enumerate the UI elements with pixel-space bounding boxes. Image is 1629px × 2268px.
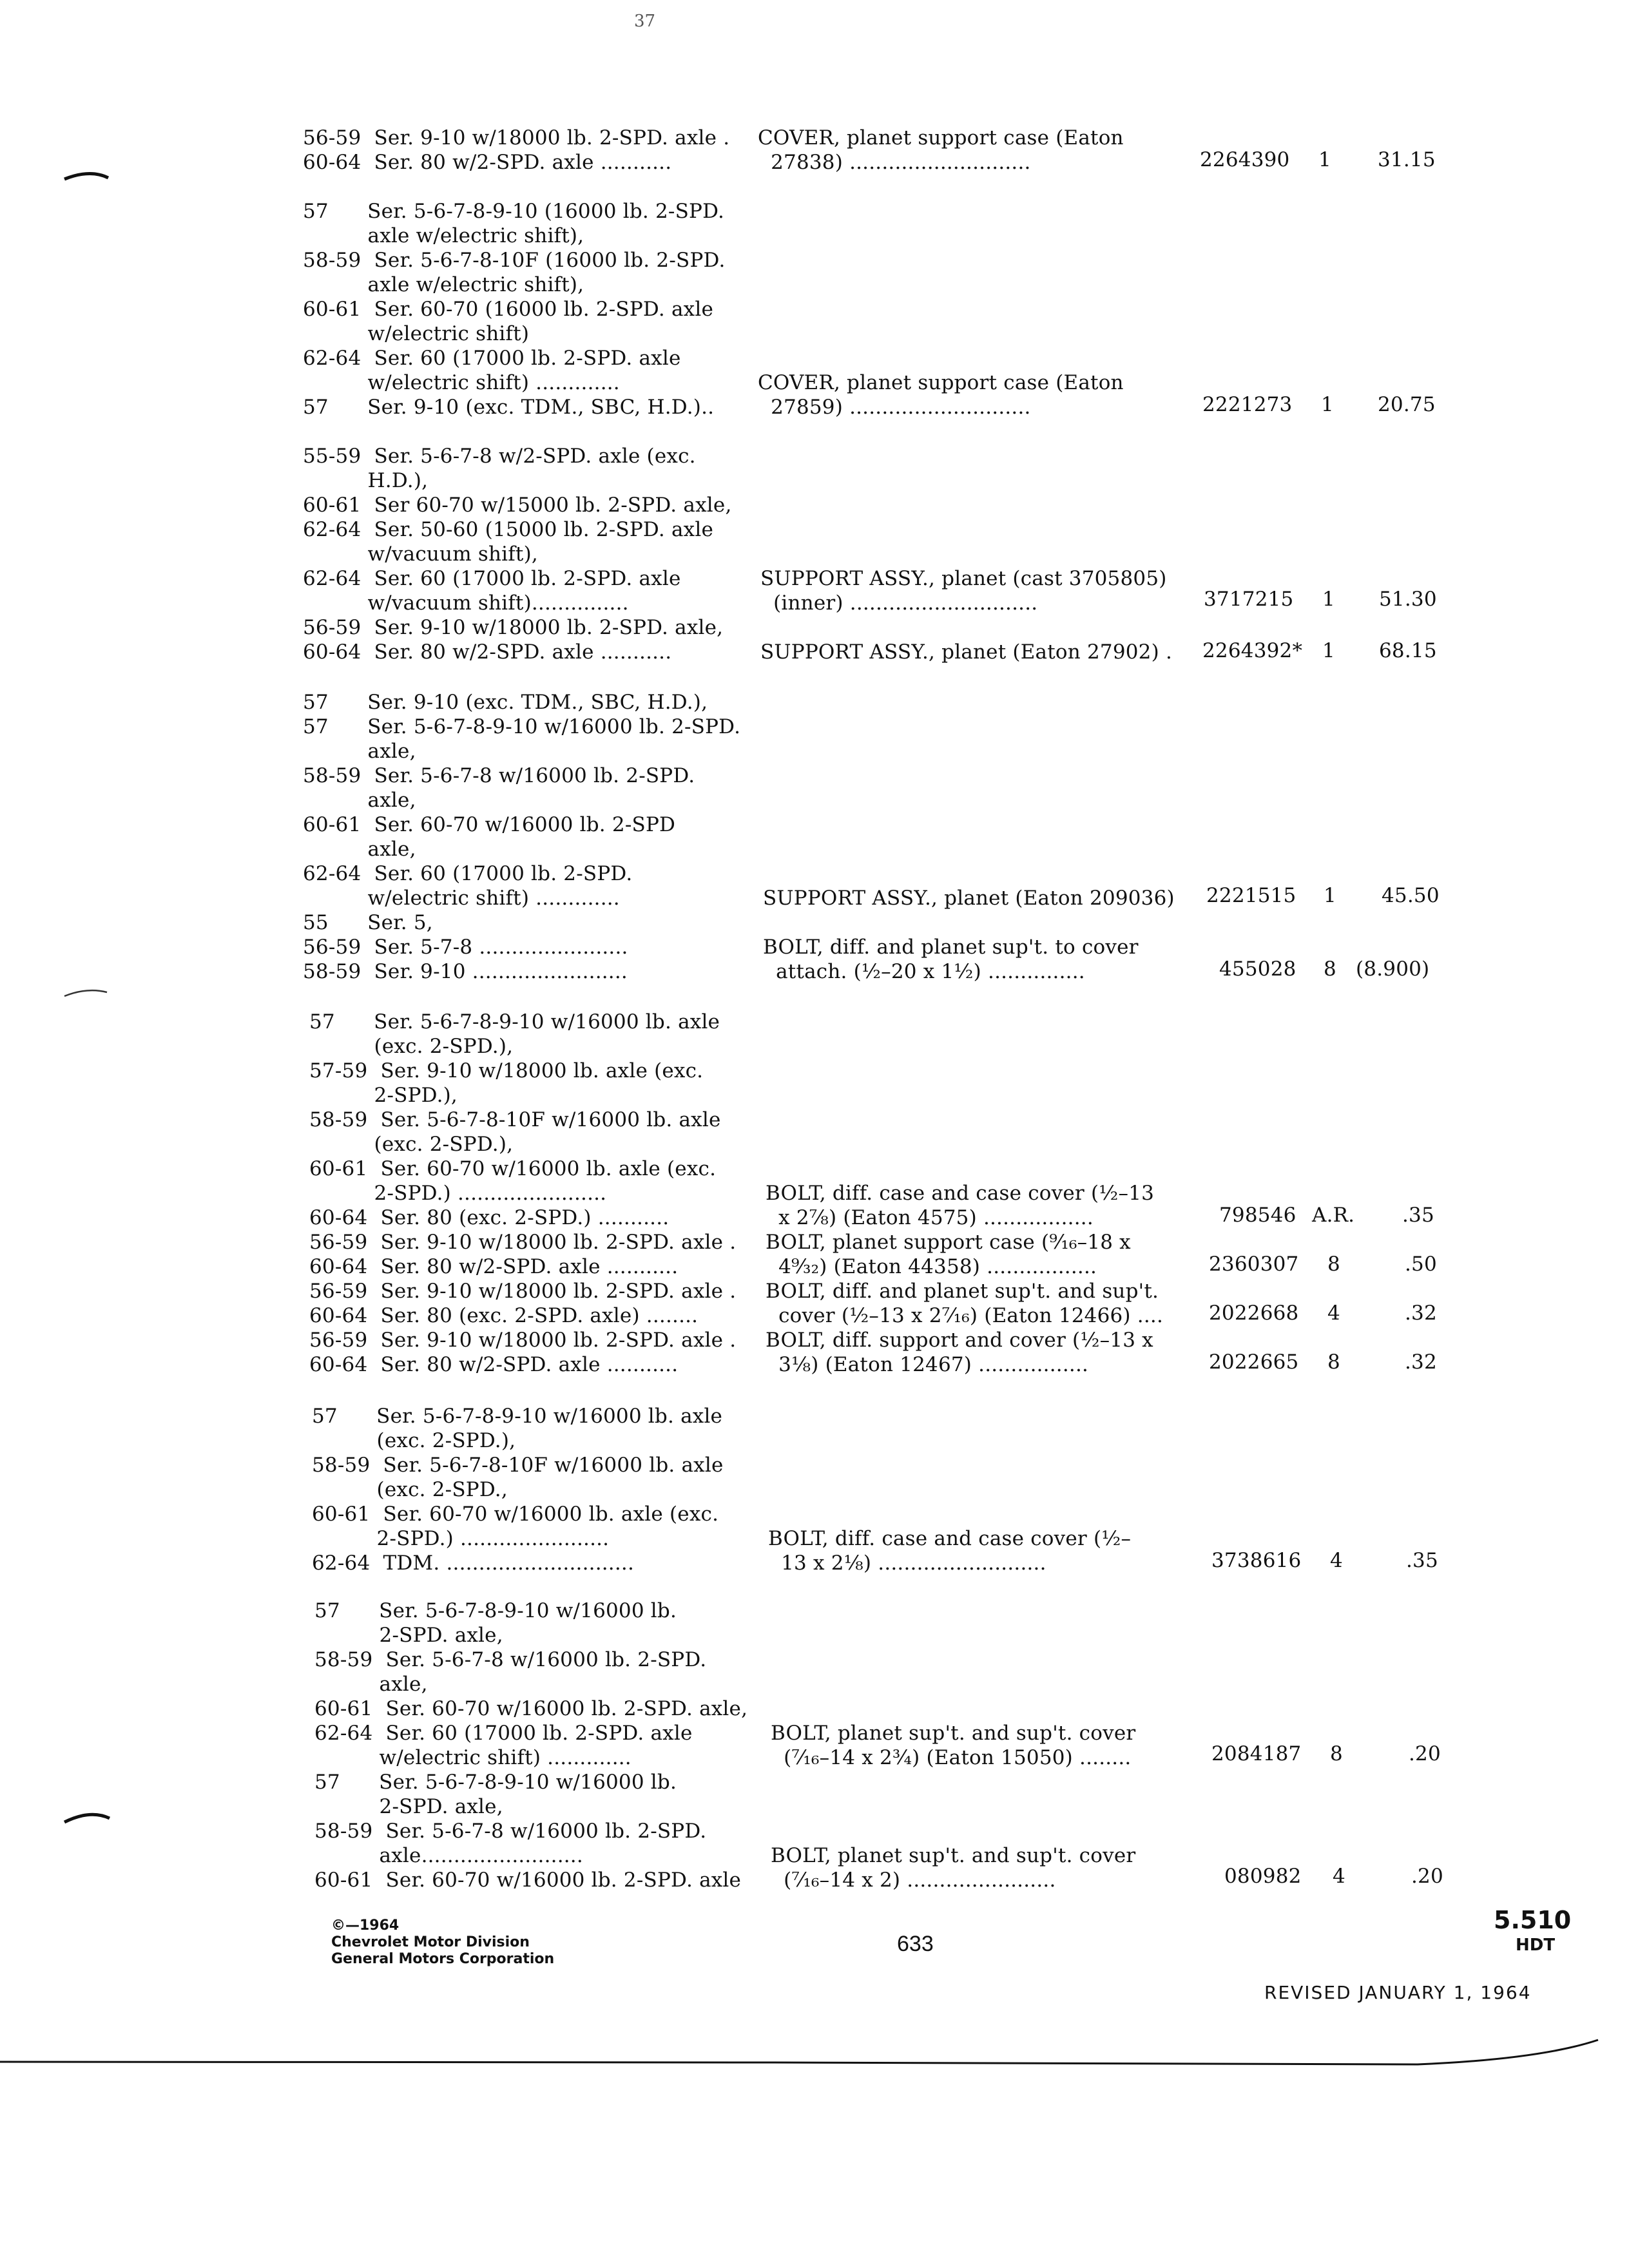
quantity: 1 xyxy=(1321,393,1334,416)
left-line: 60-64 Ser. 80 w/2-SPD. axle ........... xyxy=(303,151,672,174)
part-number: 3738616 xyxy=(1211,1549,1302,1572)
left-line: axle, xyxy=(314,1673,428,1696)
left-line: 62-64 Ser. 60 (17000 lb. 2-SPD. axle xyxy=(303,347,681,370)
description-line: SUPPORT ASSY., planet (Eaton 27902) . xyxy=(760,640,1172,664)
left-line: 57 Ser. 5-6-7-8-9-10 w/16000 lb. axle xyxy=(312,1405,723,1428)
part-number: 2022668 xyxy=(1209,1302,1299,1325)
description-line: attach. (½–20 x 1½) ............... xyxy=(763,960,1085,983)
left-line: axle w/electric shift), xyxy=(303,273,584,296)
left-line: 58-59 Ser. 9-10 ........................ xyxy=(303,960,628,983)
description-line: 13 x 2⅛) .......................... xyxy=(768,1552,1046,1575)
left-line: 57 Ser. 5-6-7-8-9-10 w/16000 lb. xyxy=(314,1771,677,1794)
page-number: 633 xyxy=(897,1932,934,1956)
left-line: w/electric shift) ............. xyxy=(303,887,620,910)
left-line: 2-SPD.) ....................... xyxy=(312,1527,610,1550)
description-line: 3⅛) (Eaton 12467) ................. xyxy=(766,1353,1089,1376)
left-line: 60-64 Ser. 80 w/2-SPD. axle ........... xyxy=(309,1255,679,1278)
description-line: BOLT, diff. and planet sup't. to cover xyxy=(763,936,1139,959)
left-line: w/electric shift) ............. xyxy=(303,371,620,394)
left-line: 60-61 Ser. 60-70 w/16000 lb. axle (exc. xyxy=(312,1503,719,1526)
description-line: COVER, planet support case (Eaton xyxy=(758,371,1124,394)
header-mark: 37 xyxy=(634,12,656,31)
left-line: 60-64 Ser. 80 (exc. 2-SPD. axle) ........ xyxy=(309,1304,699,1327)
left-line: 58-59 Ser. 5-6-7-8 w/16000 lb. 2-SPD. xyxy=(314,1820,707,1843)
quantity: 1 xyxy=(1318,148,1331,171)
left-line: 57 Ser. 9-10 (exc. TDM., SBC, H.D.).. xyxy=(303,396,715,419)
description-line: SUPPORT ASSY., planet (Eaton 209036) xyxy=(763,887,1175,910)
left-line: H.D.), xyxy=(303,469,429,492)
left-line: 2-SPD.) ....................... xyxy=(309,1182,607,1205)
description-line: BOLT, planet sup't. and sup't. cover xyxy=(771,1844,1136,1867)
part-number: 080982 xyxy=(1224,1865,1302,1888)
page-edge-line xyxy=(0,2040,1598,2064)
left-line: 62-64 Ser. 50-60 (15000 lb. 2-SPD. axle xyxy=(303,518,714,541)
left-line: axle, xyxy=(303,740,416,763)
left-line: 60-61 Ser. 60-70 w/16000 lb. 2-SPD. axle xyxy=(314,1869,742,1892)
left-line: (exc. 2-SPD.), xyxy=(309,1133,514,1156)
left-line: 57 Ser. 5-6-7-8-9-10 w/16000 lb. axle xyxy=(309,1010,720,1033)
left-line: w/electric shift) xyxy=(303,322,530,345)
copyright-line: ©—1964 xyxy=(331,1917,400,1934)
binder-hole-mark-bottom xyxy=(64,1814,110,1822)
part-number: 3717215 xyxy=(1204,588,1294,611)
description-line: 27838) ............................ xyxy=(758,151,1031,174)
left-line: 2-SPD. axle, xyxy=(314,1795,503,1818)
left-line: 55 Ser. 5, xyxy=(303,911,433,934)
left-line: axle, xyxy=(303,838,416,861)
quantity: 1 xyxy=(1324,884,1336,907)
price: .32 xyxy=(1405,1302,1437,1325)
quantity: A.R. xyxy=(1312,1204,1355,1227)
left-line: 58-59 Ser. 5-6-7-8-10F w/16000 lb. axle xyxy=(309,1108,721,1131)
left-line: 60-61 Ser. 60-70 w/16000 lb. 2-SPD xyxy=(303,813,676,836)
left-line: 60-61 Ser. 60-70 w/16000 lb. 2-SPD. axle, xyxy=(314,1697,748,1720)
left-line: 56-59 Ser. 5-7-8 ....................... xyxy=(303,936,628,959)
left-line: axle w/electric shift), xyxy=(303,224,584,247)
binder-hole-mark-top xyxy=(64,173,108,179)
description-line: (⁷⁄₁₆–14 x 2) ....................... xyxy=(771,1869,1056,1892)
price: .50 xyxy=(1405,1253,1437,1276)
description-line: (inner) ............................. xyxy=(760,591,1038,615)
part-number: 2022665 xyxy=(1209,1350,1299,1374)
section-code: HDT xyxy=(1516,1936,1556,1955)
left-line: 58-59 Ser. 5-6-7-8 w/16000 lb. 2-SPD. xyxy=(303,764,695,787)
left-line: (exc. 2-SPD., xyxy=(312,1478,508,1501)
description-line: SUPPORT ASSY., planet (cast 3705805) xyxy=(760,567,1167,590)
left-line: 58-59 Ser. 5-6-7-8-10F w/16000 lb. axle xyxy=(312,1454,724,1477)
price: (8.900) xyxy=(1356,957,1430,981)
left-line: w/vacuum shift), xyxy=(303,543,538,566)
description-line: BOLT, diff. support and cover (½–13 x xyxy=(766,1329,1153,1352)
description-line: 27859) ............................ xyxy=(758,396,1031,419)
quantity: 8 xyxy=(1330,1742,1343,1765)
part-number: 2264392* xyxy=(1202,639,1303,662)
part-number: 2221515 xyxy=(1206,884,1296,907)
left-line: (exc. 2-SPD.), xyxy=(312,1429,516,1452)
price: .20 xyxy=(1409,1742,1441,1765)
binder-hole-mark-middle xyxy=(64,990,107,996)
section-number: 5.510 xyxy=(1494,1906,1572,1934)
description-line: BOLT, diff. case and case cover (½– xyxy=(768,1527,1132,1550)
part-number: 798546 xyxy=(1219,1204,1296,1227)
left-line: 62-64 Ser. 60 (17000 lb. 2-SPD. axle xyxy=(303,567,681,590)
left-line: 55-59 Ser. 5-6-7-8 w/2-SPD. axle (exc. xyxy=(303,445,696,468)
price: 45.50 xyxy=(1382,884,1440,907)
left-line: 57 Ser. 5-6-7-8-9-10 (16000 lb. 2-SPD. xyxy=(303,200,725,223)
left-line: 57 Ser. 5-6-7-8-9-10 w/16000 lb. 2-SPD. xyxy=(303,715,741,738)
description-line: 4⁹⁄₃₂) (Eaton 44358) ................. xyxy=(766,1255,1097,1278)
left-line: 60-61 Ser 60-70 w/15000 lb. 2-SPD. axle, xyxy=(303,494,732,517)
description-line: COVER, planet support case (Eaton xyxy=(758,126,1124,149)
left-line: w/vacuum shift)............... xyxy=(303,591,629,615)
left-line: 2-SPD. axle, xyxy=(314,1624,503,1647)
left-line: 56-59 Ser. 9-10 w/18000 lb. 2-SPD. axle . xyxy=(309,1231,737,1254)
price: 31.15 xyxy=(1378,148,1436,171)
left-line: 57-59 Ser. 9-10 w/18000 lb. axle (exc. xyxy=(309,1059,704,1082)
corporation-line: General Motors Corporation xyxy=(331,1951,555,1967)
description-line: BOLT, planet sup't. and sup't. cover xyxy=(771,1722,1136,1745)
quantity: 4 xyxy=(1333,1865,1345,1888)
quantity: 8 xyxy=(1327,1350,1340,1374)
revision-date: REVISED JANUARY 1, 1964 xyxy=(1264,1982,1532,2003)
description-line: BOLT, diff. and planet sup't. and sup't. xyxy=(766,1280,1159,1303)
left-line: 62-64 Ser. 60 (17000 lb. 2-SPD. axle xyxy=(314,1722,693,1745)
left-line: 60-61 Ser. 60-70 w/16000 lb. axle (exc. xyxy=(309,1157,717,1180)
left-line: axle, xyxy=(303,789,416,812)
quantity: 1 xyxy=(1322,639,1335,662)
quantity: 8 xyxy=(1324,957,1336,981)
price: 20.75 xyxy=(1378,393,1436,416)
quantity: 1 xyxy=(1322,588,1335,611)
left-line: 2-SPD.), xyxy=(309,1084,458,1107)
description-line: BOLT, diff. case and case cover (½–13 xyxy=(766,1182,1155,1205)
left-line: 58-59 Ser. 5-6-7-8 w/16000 lb. 2-SPD. xyxy=(314,1648,707,1671)
quantity: 8 xyxy=(1327,1253,1340,1276)
left-line: 60-61 Ser. 60-70 (16000 lb. 2-SPD. axle xyxy=(303,298,714,321)
price: .35 xyxy=(1402,1204,1434,1227)
left-line: 56-59 Ser. 9-10 w/18000 lb. 2-SPD. axle . xyxy=(309,1280,737,1303)
left-line: 60-64 Ser. 80 w/2-SPD. axle ........... xyxy=(309,1353,679,1376)
price: 68.15 xyxy=(1379,639,1437,662)
description-line: BOLT, planet support case (⁹⁄₁₆–18 x xyxy=(766,1231,1131,1254)
price: .20 xyxy=(1411,1865,1443,1888)
description-line: (⁷⁄₁₆–14 x 2¾) (Eaton 15050) ........ xyxy=(771,1746,1132,1769)
left-line: 60-64 Ser. 80 (exc. 2-SPD.) ........... xyxy=(309,1206,670,1229)
publisher-block xyxy=(331,1917,554,1968)
quantity: 4 xyxy=(1327,1302,1340,1325)
left-line: (exc. 2-SPD.), xyxy=(309,1035,514,1058)
left-line: 57 Ser. 9-10 (exc. TDM., SBC, H.D.), xyxy=(303,691,708,714)
description-line: x 2⅞) (Eaton 4575) ................. xyxy=(766,1206,1094,1229)
part-number: 2360307 xyxy=(1209,1253,1299,1276)
left-line: 56-59 Ser. 9-10 w/18000 lb. 2-SPD. axle . xyxy=(303,126,730,149)
price: .35 xyxy=(1406,1549,1438,1572)
part-number: 455028 xyxy=(1219,957,1296,981)
left-line: axle......................... xyxy=(314,1844,583,1867)
left-line: 62-64 TDM. ............................. xyxy=(312,1552,635,1575)
left-line: 58-59 Ser. 5-6-7-8-10F (16000 lb. 2-SPD. xyxy=(303,249,726,272)
left-line: 56-59 Ser. 9-10 w/18000 lb. 2-SPD. axle, xyxy=(303,616,724,639)
part-number: 2221273 xyxy=(1202,393,1293,416)
division-line: Chevrolet Motor Division xyxy=(331,1934,530,1950)
part-number: 2264390 xyxy=(1200,148,1290,171)
left-line: w/electric shift) ............. xyxy=(314,1746,631,1769)
left-line: 56-59 Ser. 9-10 w/18000 lb. 2-SPD. axle . xyxy=(309,1329,737,1352)
part-number: 2084187 xyxy=(1211,1742,1302,1765)
price: 51.30 xyxy=(1379,588,1437,611)
price: .32 xyxy=(1405,1350,1437,1374)
left-line: 62-64 Ser. 60 (17000 lb. 2-SPD. xyxy=(303,862,633,885)
quantity: 4 xyxy=(1330,1549,1343,1572)
left-line: 60-64 Ser. 80 w/2-SPD. axle ........... xyxy=(303,640,672,664)
description-line: cover (½–13 x 2⁷⁄₁₆) (Eaton 12466) .... xyxy=(766,1304,1163,1327)
left-line: 57 Ser. 5-6-7-8-9-10 w/16000 lb. xyxy=(314,1599,677,1622)
